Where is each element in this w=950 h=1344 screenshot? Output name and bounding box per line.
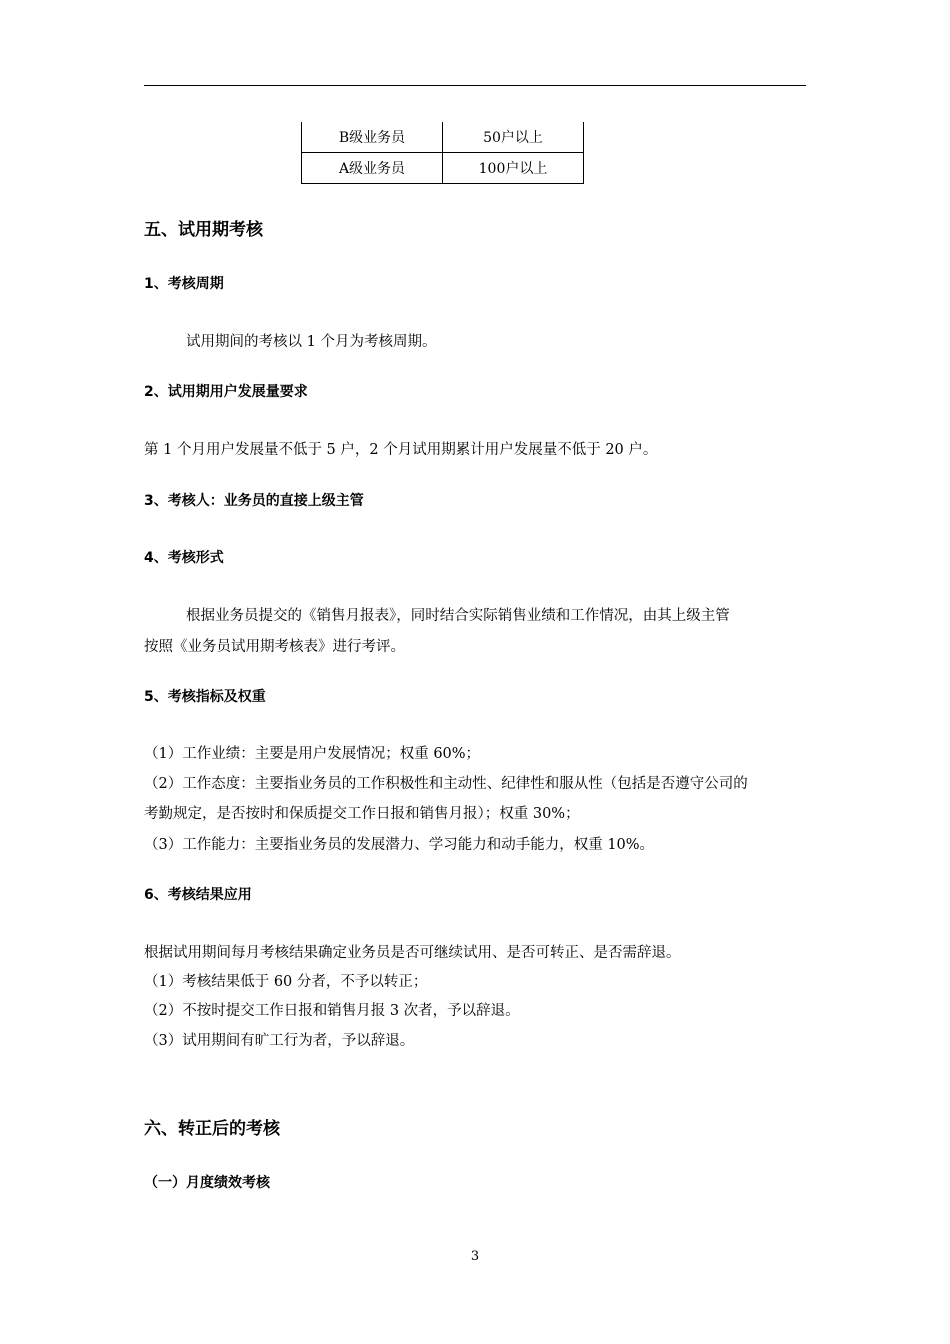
section-6-heading: 六、转正后的考核 — [144, 1119, 280, 1139]
subsection-5-item-2-line2: 考勤规定，是否按时和保质提交工作日报和销售月报）；权重 30%； — [144, 806, 580, 822]
table-row — [302, 122, 584, 153]
section-5-heading: 五、试用期考核 — [144, 220, 263, 240]
subsection-2-heading: 2、试用期用户发展量要求 — [144, 384, 308, 400]
subsection-6-intro: 根据试用期间每月考核结果确定业务员是否可继续试用、是否可转正、是否需辞退。 — [144, 945, 681, 961]
subsection-4-text-line2: 按照《业务员试用期考核表》进行考评。 — [144, 639, 405, 655]
section-6-sub-1-heading: （一）月度绩效考核 — [144, 1175, 270, 1191]
subsection-6-item-3: （3）试用期间有旷工行为者，予以辞退。 — [144, 1033, 415, 1049]
subsection-5-item-3: （3）工作能力：主要指业务员的发展潜力、学习能力和动手能力，权重 10%。 — [144, 837, 655, 853]
salesperson-level-table — [301, 122, 584, 184]
subsection-6-item-1: （1）考核结果低于 60 分者，不予以转正； — [144, 974, 428, 990]
subsection-5-item-2-line1: （2）工作态度：主要指业务员的工作积极性和主动性、纪律性和服从性（包括是否遵守公司的 — [144, 776, 748, 792]
table-cell-requirement: 100户以上 — [443, 153, 584, 184]
subsection-1-text: 试用期间的考核以 1 个月为考核周期。 — [186, 334, 437, 350]
header-rule — [144, 85, 806, 86]
subsection-4-text-line1: 根据业务员提交的《销售月报表》，同时结合实际销售业绩和工作情况，由其上级主管 — [186, 608, 730, 624]
page-number: 3 — [470, 1249, 480, 1264]
subsection-6-heading: 6、考核结果应用 — [144, 887, 252, 903]
subsection-5-heading: 5、考核指标及权重 — [144, 689, 266, 705]
subsection-5-item-1: （1）工作业绩：主要是用户发展情况；权重 60%； — [144, 746, 481, 762]
table-cell-requirement: 50户以上 — [443, 122, 584, 153]
table-cell-level: A级业务员 — [302, 153, 443, 184]
subsection-4-heading: 4、考核形式 — [144, 550, 224, 566]
table-cell-level: B级业务员 — [302, 122, 443, 153]
subsection-1-heading: 1、考核周期 — [144, 276, 224, 292]
subsection-6-item-2: （2）不按时提交工作日报和销售月报 3 次者，予以辞退。 — [144, 1003, 520, 1019]
subsection-3-heading: 3、考核人：业务员的直接上级主管 — [144, 493, 364, 509]
table-row — [302, 153, 584, 184]
subsection-2-text: 第 1 个月用户发展量不低于 5 户，2 个月试用期累计用户发展量不低于 20 户。 — [144, 442, 658, 458]
